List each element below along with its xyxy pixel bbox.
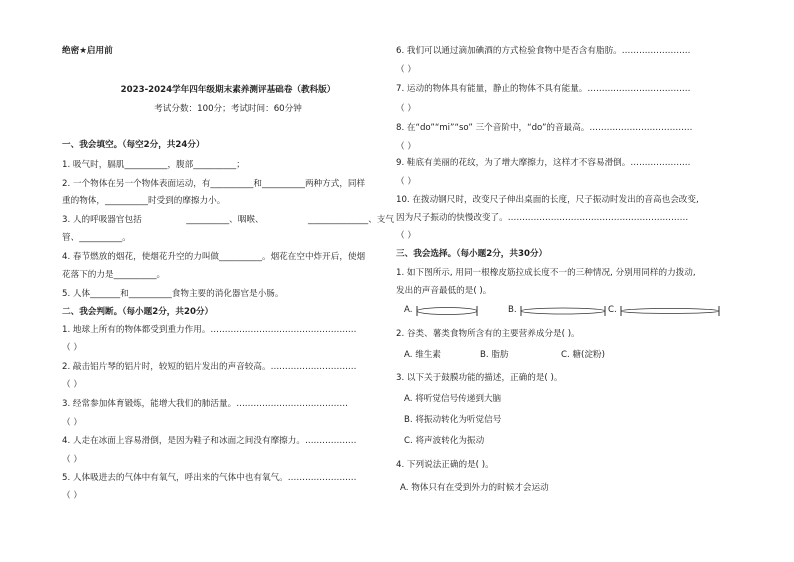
s1-q2-line2: 重的物体，__________时受到的摩擦力小。 [62,196,226,206]
s3-q2-opt-c: C. 糖(淀粉) [561,350,605,360]
s3-q1-line1: 1. 如下图所示, 用同一根橡皮筋拉成长度不一的三种情况, 分别用同样的力拨动, [396,268,696,278]
s2-q5-paren: （ ） [62,491,82,501]
s3-q2: 2. 谷类、薯类食物所含有的主要营养成分是( )。 [396,329,580,339]
s1-q3-part3: ______________、支气 [308,215,394,225]
s2-q5: 5. 人体吸进去的气体中有氧气，呼出来的气体中也有氧气。…………………… [62,473,357,483]
s2-q8: 8. 在“do”“mi”“so” 三个音阶中，“do”的音最高。……………………………… [396,123,693,133]
exam-title: 2023-2024学年四年级期末素养测评基础卷（教科版） [120,85,336,95]
rubber-band-b-figure [520,304,606,318]
s1-q3-line2: 管、__________。 [62,233,131,243]
s2-q10-line1: 10. 在拨动钢尺时，改变尺子伸出桌面的长度，尺子振动时发出的音高也会改变, [396,195,699,205]
s2-q2-paren: （ ） [62,380,82,390]
s2-q10-line2: 因为尺子振动的快慢改变了。……………………………………………………… [396,213,689,223]
s3-q4: 4. 下列说法正确的是( )。 [396,460,494,470]
s3-q3-opt-c: C. 将声波转化为振动 [404,436,485,446]
s2-q7-paren: （ ） [396,104,416,114]
s1-q3-part1: 3. 人的呼吸器官包括 [62,215,142,225]
s2-q4: 4. 人走在冰面上容易滑倒，是因为鞋子和冰面之间没有摩擦力。……………… [62,436,357,446]
s1-q4-line1: 4. 春节燃放的烟花，使烟花升空的力叫做__________。烟花在空中炸开后，使烟 [62,252,366,262]
s2-q9: 9. 鞋底有美丽的花纹，为了增大摩擦力，这样才不容易滑倒。………………… [396,158,691,168]
section1-heading: 一、我会填空。（每空2分，共24分） [62,140,205,150]
s2-q6-paren: （ ） [396,65,416,75]
s3-q2-opt-b: B. 脂肪 [480,350,509,360]
s1-q1: 1. 吸气时，膈肌__________，腹部__________； [62,160,245,170]
s1-q4-line2: 花落下的力是__________。 [62,270,166,280]
s1-q5: 5. 人体_______和__________食物主要的消化器官是小肠。 [62,289,284,299]
s2-q4-paren: （ ） [62,455,82,465]
secret-label: 绝密★启用前 [62,46,113,56]
s2-q1-paren: （ ） [62,343,82,353]
s2-q6: 6. 我们可以通过滴加碘酒的方式检验食物中是否含有脂肪。…………………… [396,46,691,56]
s3-q2-opt-a: A. 维生素 [404,350,441,360]
s3-q3-opt-b: B. 将振动转化为听觉信号 [404,415,502,425]
s2-q10-paren: （ ） [396,231,416,241]
s2-q8-paren: （ ） [396,142,416,152]
s3-q3-opt-a: A. 将听觉信号传递到大脑 [404,394,502,404]
s1-q3-part2: __________、咽喉、 [186,215,264,225]
s1-q2-line1: 2. 一个物体在另一个物体表面运动，有__________和__________两种方式，同样 [62,179,366,189]
s2-q7: 7. 运动的物体具有能量，静止的物体不具有能量。……………………………… [396,84,691,94]
s3-q1-line2: 发出的声音最低的是( )。 [396,286,492,296]
s2-q3-paren: （ ） [62,418,82,428]
s2-q2: 2. 敲击铝片琴的铝片时，较短的铝片发出的声音较高。………………………… [62,362,357,372]
section2-heading: 二、我会判断。（每小题2分，共20分） [62,307,214,317]
rubber-band-a-figure [416,304,478,318]
section3-heading: 三、我会选择。（每小题2分，共30分） [396,249,548,259]
s3-q1-label-a: A. [404,305,413,315]
s2-q3: 3. 经常参加体育锻炼，能增大我们的肺活量。………………………………… [62,399,348,409]
s3-q3: 3. 以下关于鼓膜功能的描述，正确的是( )。 [396,373,563,383]
s2-q9-paren: （ ） [396,177,416,187]
s1-q3-line1 [62,215,394,226]
rubber-band-c-figure [620,304,720,318]
exam-info: 考试分数：100分；考试时间：60分钟 [154,104,302,114]
s3-q4-opt-a: A. 物体只有在受到外力的时候才会运动 [400,483,549,493]
s3-q1-label-c: C. [608,305,617,315]
s2-q1: 1. 地球上所有的物体都受到重力作用。…………………………………………… [62,325,357,335]
s3-q1-label-b: B. [508,305,517,315]
